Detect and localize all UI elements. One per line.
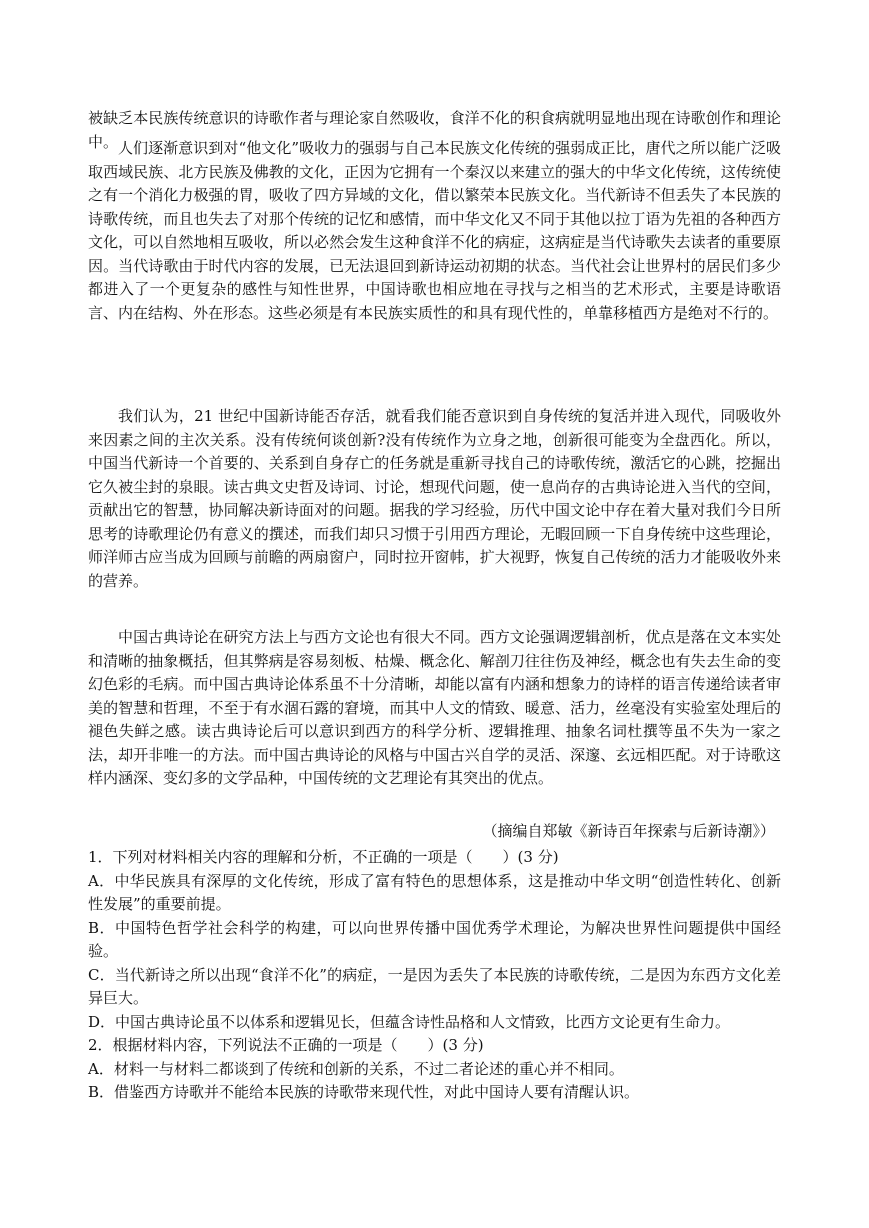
paragraph-2 [88,137,781,325]
source-citation [88,820,781,844]
paragraph-text: 中国古典诗论在研究方法上与西方文论也有很大不同。西方文论强调逻辑剖析，优点是落在文本实处和清晰的抽象概括，但其弊病是容易刻板、枯燥、概念化、解剖刀往往伤及神经，概念也有失去生命的变幻色彩的毛病。而中国古典诗论体系虽不十分清晰，却能以富有内涵和想象力的诗样的语言传递给读者审美的智慧和哲理，不至于有水涸石露的窘境，而其中人文的情致、暖意、活力，丝毫没有实验室处理后的褪色失鲜之感。读古典诗论后可以意识到西方的科学分析、逻辑推理、抽象名词杜撰等虽不失为一家之法，却开非唯一的方法。而中国古典诗论的风格与中国古兴自学的灵活、深邃、玄远相匹配。对于诗歌这样内涵深、变幻多的文学品种，中国传统的文艺理论有其突出的优点。 [88,628,781,787]
question-1-stem: 1．下列对材料相关内容的理解和分析，不正确的一项是（ ）(3 分) [88,848,559,866]
paragraph-4 [88,626,781,791]
question-1-option-d: D．中国古典诗论虽不以体系和逻辑见长，但蕴含诗性品格和人文情致，比西方文论更有生命力。 [88,1012,731,1031]
question-2-option-a: A．材料一与材料二都谈到了传统和创新的关系，不过二者论述的重心并不相同。 [88,1059,624,1078]
question-2-option-b: B．借鉴西方诗歌并不能给本民族的诗歌带来现代性，对此中国诗人要有清醒认识。 [88,1083,640,1101]
questions-section [88,846,781,1105]
question-1-option-a: A．中华民族具有深厚的文化传统，形成了富有特色的思想体系，这是推动中华文明“创造性转化、创新性发展”的重要前提。 [88,871,781,913]
paragraph-text: 人们逐渐意识到对“他文化”吸收力的强弱与自己本民族文化传统的强弱成正比，唐代之所以能广泛吸取西域民族、北方民族及佛教的文化，正因为它拥有一个秦汉以来建立的强大的中华文化传统，这传统使之有一个消化力极强的胃，吸收了四方异域的文化，借以繁荣本民族文化。当代新诗不但丢失了本民族的诗歌传统，而且也失去了对那个传统的记忆和感情，而中华文化又不同于其他以拉丁语为先祖的各种西方文化，可以自然地相互吸收，所以必然会发生这种食洋不化的病症，这病症是当代诗歌失去读者的重要原因。当代诗歌由于时代内容的发展，已无法退回到新诗运动初期的状态。当代社会让世界村的居民们多少都进入了一个更复杂的感性与知性世界，中国诗歌也相应地在寻找与之相当的艺术形式，主要是诗歌语言、内在结构、外在形态。这些必须是有本民族实质性的和具有现代性的，单靠移植西方是绝对不行的。 [88,139,781,322]
paragraph-text: 被缺乏本民族传统意识的诗歌作者与理论家自然吸收，食洋不化的积食病就明显地出现在诗歌创作和理论中。 [88,109,781,151]
question-1-option-c: C．当代新诗之所以出现“食洋不化”的病症，一是因为丢失了本民族的诗歌传统，二是因为东西方文化差异巨大。 [88,965,781,1007]
source-text: （摘编自郑敏《新诗百年探索与后新诗潮》） [482,822,775,840]
paragraph-3 [88,405,781,593]
paragraph-text: 我们认为，21 世纪中国新诗能否存活，就看我们能否意识到自身传统的复活并进入现代，同吸收外来因素之间的主次关系。没有传统何谈创新?没有传统作为立身之地，创新很可能变为全盘西化。所以，中国当代新诗一个首要的、关系到自身存亡的任务就是重新寻找自己的诗歌传统，激活它的心跳，挖掘出它久被尘封的泉眼。读古典文史哲及诗词、讨论，想现代问题，使一息尚存的古典诗论进入当代的空间，贡献出它的智慧，协同解决新诗面对的问题。据我的学习经验，历代中国文论中存在着大量对我们今日所思考的诗歌理论仍有意义的撰述，而我们却只习惯于引用西方理论，无暇回顾一下自身传统中这些理论，师洋师古应当成为回顾与前瞻的两扇窗户，同时拉开窗帏，扩大视野，恢复自己传统的活力才能吸收外来的营养。 [88,407,781,590]
question-1-option-b: B．中国特色哲学社会科学的构建，可以向世界传播中国优秀学术理论，为解决世界性问题提供中国经验。 [88,918,781,960]
question-2-stem: 2．根据材料内容，下列说法不正确的一项是（ ）(3 分) [88,1036,484,1054]
